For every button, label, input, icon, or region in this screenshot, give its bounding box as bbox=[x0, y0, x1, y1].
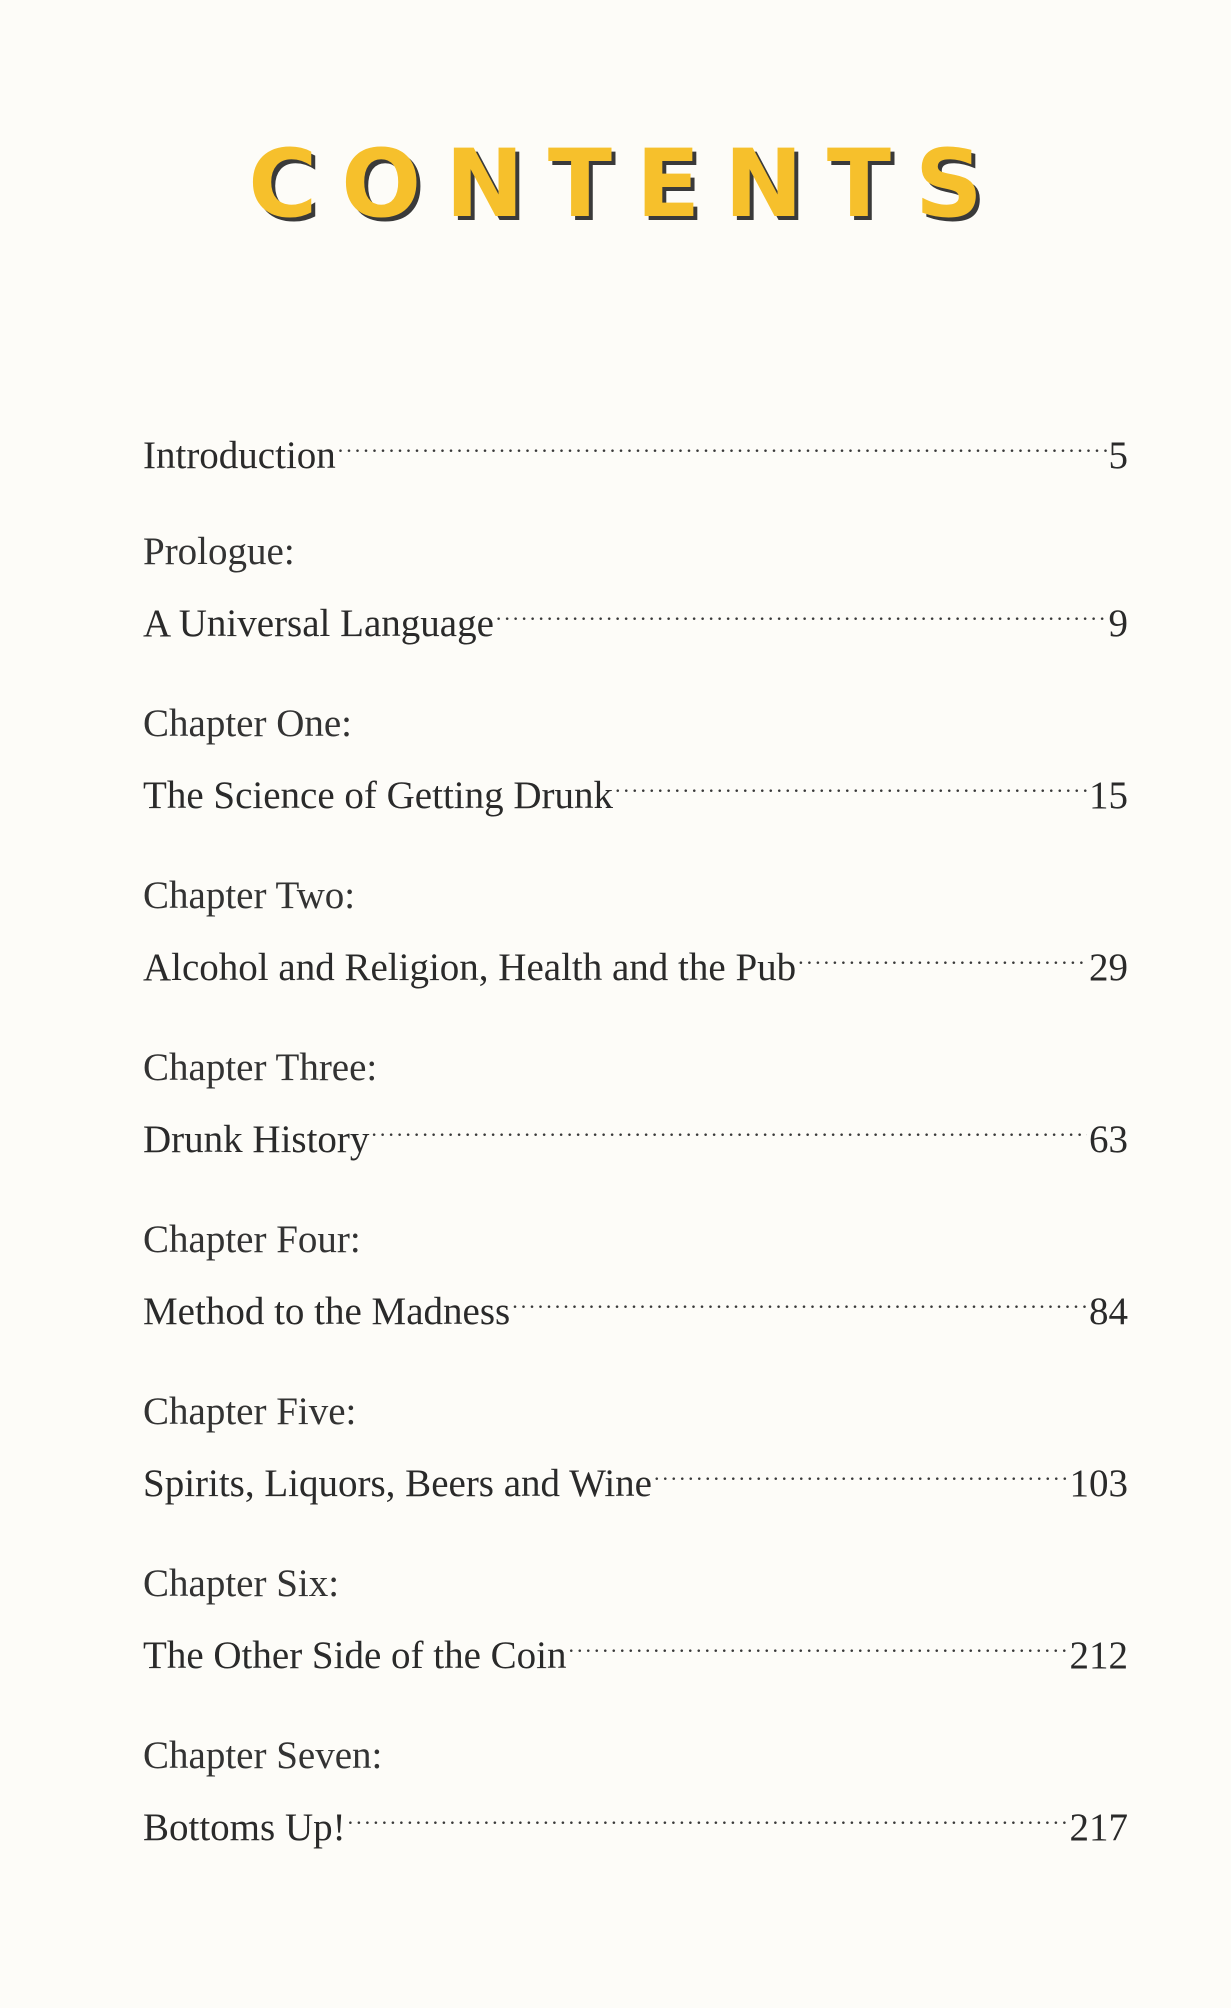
toc-entry-title: Introduction bbox=[143, 434, 336, 477]
toc-page-number: 212 bbox=[1069, 1634, 1128, 1677]
toc-page-number: 9 bbox=[1108, 602, 1128, 645]
toc-line bbox=[143, 1268, 1128, 1333]
toc-entry-title: The Other Side of the Coin bbox=[143, 1634, 567, 1677]
toc-line bbox=[143, 1096, 1128, 1161]
toc-line bbox=[143, 1440, 1128, 1505]
toc-line bbox=[143, 412, 1128, 477]
toc-page-number: 63 bbox=[1089, 1118, 1128, 1161]
dot-leader bbox=[615, 752, 1087, 808]
toc-page-number: 103 bbox=[1069, 1462, 1128, 1505]
dot-leader bbox=[798, 924, 1087, 980]
toc-entry-chapter-five[interactable] bbox=[143, 1384, 1128, 1505]
table-of-contents bbox=[143, 412, 1128, 1849]
toc-line bbox=[143, 752, 1128, 817]
dot-leader bbox=[512, 1268, 1087, 1324]
toc-page-number: 29 bbox=[1089, 946, 1128, 989]
toc-entry-title: Spirits, Liquors, Beers and Wine bbox=[143, 1462, 652, 1505]
toc-entry-title: The Science of Getting Drunk bbox=[143, 774, 614, 817]
toc-page-number: 15 bbox=[1089, 774, 1128, 817]
toc-entry-chapter-seven[interactable] bbox=[143, 1728, 1128, 1849]
toc-chapter-label: Chapter Five: bbox=[143, 1390, 357, 1433]
toc-line bbox=[143, 580, 1128, 645]
toc-line bbox=[143, 1612, 1128, 1677]
toc-entry-chapter-four[interactable] bbox=[143, 1212, 1128, 1333]
toc-page-number: 5 bbox=[1108, 434, 1128, 477]
page-title: CONTENTS bbox=[248, 130, 1007, 239]
toc-page-number: 84 bbox=[1089, 1290, 1128, 1333]
toc-page-number: 217 bbox=[1069, 1806, 1128, 1849]
toc-entry-chapter-three[interactable] bbox=[143, 1040, 1128, 1161]
toc-entry-prologue[interactable] bbox=[143, 524, 1128, 645]
toc-chapter-label: Chapter Two: bbox=[143, 874, 356, 917]
dot-leader bbox=[654, 1440, 1068, 1496]
dot-leader bbox=[496, 580, 1107, 636]
toc-line bbox=[143, 1784, 1128, 1849]
toc-chapter-label: Chapter Seven: bbox=[143, 1734, 383, 1777]
toc-chapter-label: Chapter Three: bbox=[143, 1046, 378, 1089]
toc-chapter-label: Chapter Four: bbox=[143, 1218, 361, 1261]
toc-entry-chapter-one[interactable] bbox=[143, 696, 1128, 817]
toc-entry-title: Alcohol and Religion, Health and the Pub bbox=[143, 946, 797, 989]
dot-leader bbox=[371, 1096, 1087, 1152]
toc-chapter-label: Chapter One: bbox=[143, 702, 353, 745]
toc-chapter-label: Chapter Six: bbox=[143, 1562, 340, 1605]
toc-entry-title: Bottoms Up! bbox=[143, 1806, 346, 1849]
toc-line bbox=[143, 924, 1128, 989]
toc-entry-title: Method to the Madness bbox=[143, 1290, 511, 1333]
toc-entry-chapter-two[interactable] bbox=[143, 868, 1128, 989]
toc-entry-introduction[interactable] bbox=[143, 412, 1128, 477]
dot-leader bbox=[569, 1612, 1068, 1668]
toc-chapter-label: Prologue: bbox=[143, 530, 295, 573]
toc-entry-title: A Universal Language bbox=[143, 602, 494, 645]
toc-entry-chapter-six[interactable] bbox=[143, 1556, 1128, 1677]
dot-leader bbox=[348, 1784, 1068, 1840]
toc-entry-title: Drunk History bbox=[143, 1118, 370, 1161]
dot-leader bbox=[338, 412, 1107, 468]
